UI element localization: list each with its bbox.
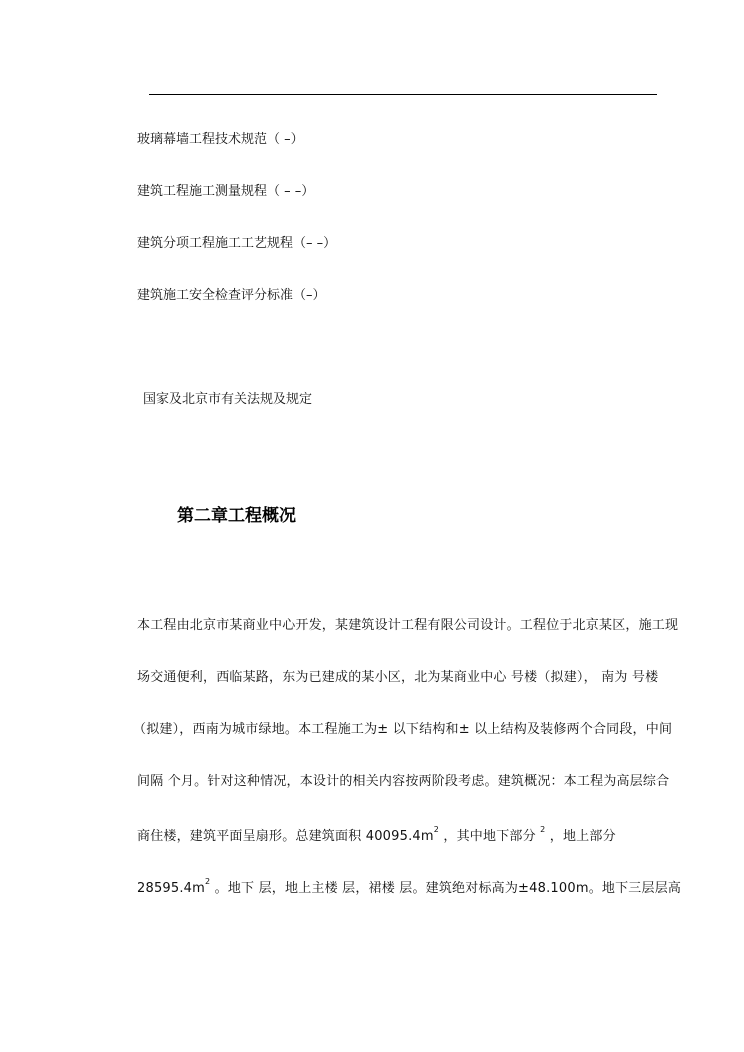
chapter-title: 第二章工程概况: [177, 506, 296, 526]
superscript: 2: [540, 825, 546, 834]
reference-item: 玻璃幕墙工程技术规范（ –）: [137, 132, 304, 147]
paragraph-line-area: [137, 825, 673, 846]
reference-item: 建筑工程施工测量规程（ – –）: [137, 184, 315, 199]
floors-text: 。地下 层，地上主楼 层，裙楼 层。建筑绝对标高为±48.100m。地下三层层高: [210, 881, 682, 896]
laws-reference: 国家及北京市有关法规及规定: [143, 392, 313, 407]
area-text: 28595.4m: [137, 881, 206, 896]
superscript: 2: [205, 877, 211, 886]
area-text: ，地上部分: [545, 829, 616, 844]
paragraph-line-floors: [137, 877, 682, 898]
superscript: 2: [433, 825, 440, 834]
area-text: 商住楼，建筑平面呈扇形。总建筑面积 40095.4m: [137, 829, 434, 844]
paragraph-line: （拟建），西南为城市绿地。本工程施工为± 以下结构和± 以上结构及装修两个合同段，中间: [133, 722, 673, 737]
paragraph-line: 场交通便利，西临某路，东为已建成的某小区，北为某商业中心 号楼（拟建）， 南为 号楼: [137, 670, 659, 685]
paragraph-line: 本工程由北京市某商业中心开发，某建筑设计工程有限公司设计。工程位于北京某区，施工现: [137, 618, 679, 633]
paragraph-line: 间隔 个月。针对这种情况，本设计的相关内容按两阶段考虑。建筑概况：本工程为高层综合: [137, 774, 670, 789]
header-rule: [149, 94, 657, 95]
reference-item: 建筑分项工程施工工艺规程（– –）: [137, 236, 337, 251]
reference-item: 建筑施工安全检查评分标准（–）: [137, 288, 326, 303]
area-text: ，其中地下部分: [439, 829, 541, 844]
